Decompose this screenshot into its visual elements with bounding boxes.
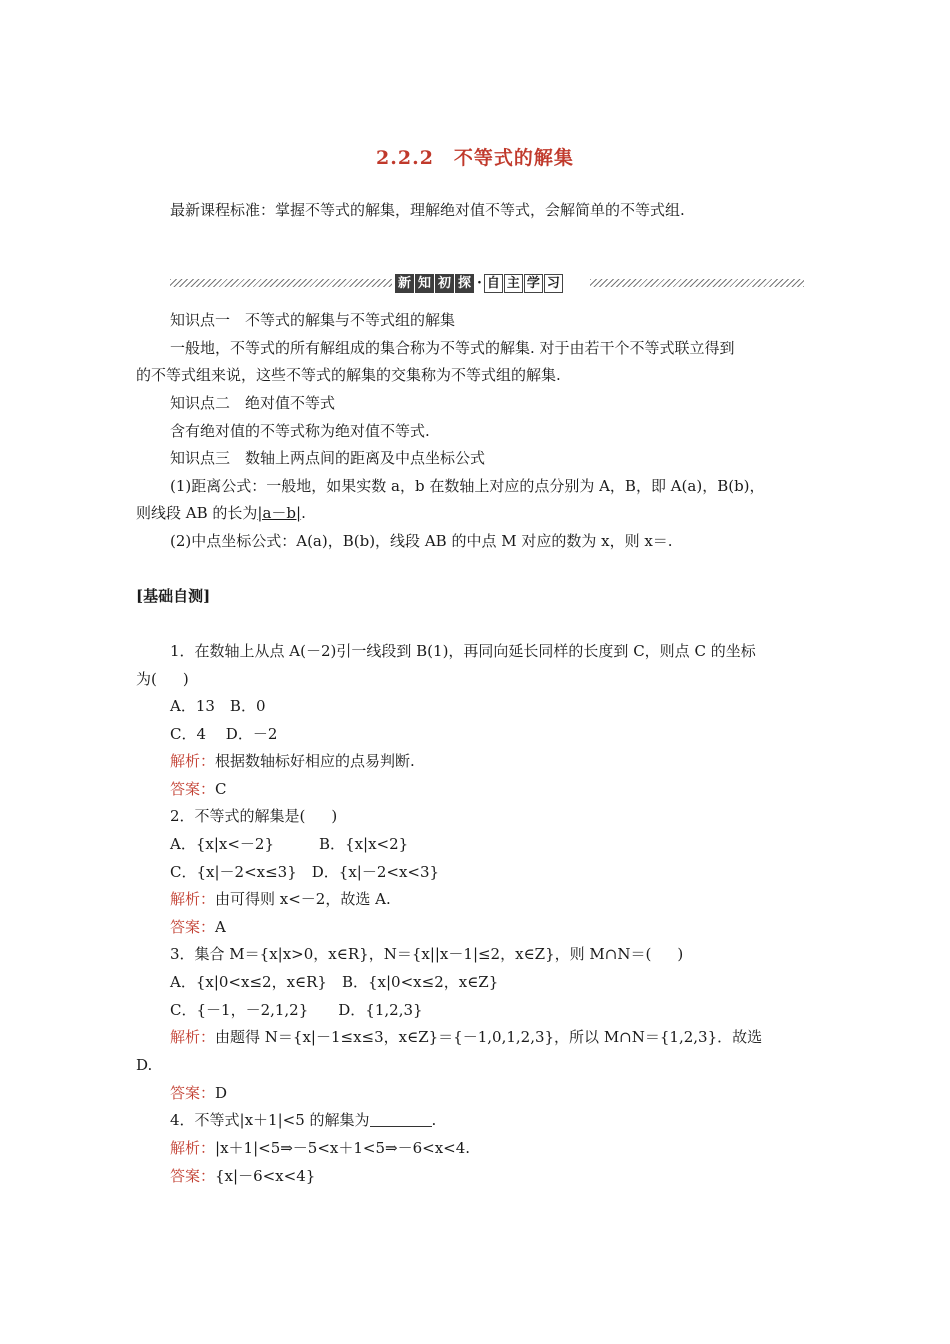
banner-char: 学 [524,274,543,293]
q4-answer [170,1166,315,1186]
q1-options: C．4 D．－2 [170,725,278,743]
k3-text [136,503,306,523]
answer-label: 答案： [170,1167,216,1185]
q1-answer [170,779,227,799]
banner-hatch-right [590,279,804,287]
analysis-text: 根据数轴标好相应的点易判断. [215,752,415,770]
banner-char: 初 [435,274,454,293]
banner-char: 探 [455,274,474,293]
page-title: 2.2.2 不等式的解集 [376,147,574,169]
q1-analysis [170,751,415,771]
q1-stem: 1．在数轴上从点 A(－2)引一线段到 B(1)，再同向延长同样的长度到 C，则点 C 的坐标 [170,642,756,660]
analysis-label: 解析： [170,890,216,908]
banner-char: 知 [415,274,434,293]
answer-text: D [215,1084,228,1102]
k1-text: 一般地，不等式的所有解组成的集合称为不等式的解集. 对于由若干个不等式联立得到 [170,339,735,357]
q4-stem [170,1110,436,1130]
section-banner [395,272,564,294]
q2-stem [170,806,337,826]
q3-analysis-cont: D. [136,1056,153,1074]
analysis-label: 解析： [170,752,216,770]
k3-text-post: . [301,504,306,522]
q4-analysis [170,1138,470,1158]
answer-label: 答案： [170,780,216,798]
q2-analysis [170,889,391,909]
course-standard: 最新课程标准：掌握不等式的解集，理解绝对值不等式，会解简单的不等式组. [170,201,685,219]
q2-answer [170,917,226,937]
k2-heading: 知识点二 绝对值不等式 [170,394,336,412]
q3-stem-pre: 3．集合 M＝{x|x>0，x∈R}，N＝{x||x－1|≤2，x∈Z}，则 M∩N＝( [170,945,652,963]
k3-text: (2)中点坐标公式：A(a)，B(b)，线段 AB 的中点 M 对应的数为 x，则 x＝. [170,532,673,550]
answer-label: 答案： [170,918,216,936]
banner-hatch-left [170,279,392,287]
q3-stem-post: ) [677,945,684,963]
k1-heading: 知识点一 不等式的解集与不等式组的解集 [170,311,456,329]
analysis-label: 解析： [170,1139,216,1157]
banner-char: 新 [395,274,414,293]
k3-fill-answer: |a－b| [257,504,302,522]
q2-stem-pre: 2．不等式的解集是( [170,807,306,825]
q3-answer [170,1083,227,1103]
q2-options: A．{x|x<－2} B．{x|x<2} [170,835,409,853]
answer-text: {x|－6<x<4} [215,1167,316,1185]
k1-text: 的不等式组来说，这些不等式的解集的交集称为不等式组的解集. [136,366,561,384]
q3-stem [170,944,683,964]
banner-char: 主 [504,274,523,293]
q2-stem-post: ) [331,807,338,825]
q3-options: C．{－1，－2,1,2} D．{1,2,3} [170,1001,423,1019]
answer-text: A [215,918,226,936]
analysis-text: 由题得 N＝{x|－1≤x≤3，x∈Z}＝{－1,0,1,2,3}，所以 M∩N＝{1,2,3}．故选 [215,1028,763,1046]
k3-text-pre: 则线段 AB 的长为 [136,504,258,522]
section-heading: [基础自测] [136,587,211,605]
q1-stem-pre: 为( [136,670,157,688]
banner-char: 自 [484,274,503,293]
q1-options: A．13 B．0 [170,697,266,715]
q4-fill-blank [370,1112,432,1127]
analysis-text: |x＋1|<5⇒－5<x＋1<5⇒－6<x<4. [215,1139,471,1157]
q3-analysis [170,1027,762,1047]
q4-stem-post: . [431,1111,437,1129]
analysis-text: 由可得则 x<－2，故选 A. [215,890,391,908]
banner-dot: · [477,275,482,291]
q2-options: C．{x|－2<x≤3} D．{x|－2<x<3} [170,863,440,881]
k2-text: 含有绝对值的不等式称为绝对值不等式. [170,422,430,440]
k3-heading: 知识点三 数轴上两点间的距离及中点坐标公式 [170,449,486,467]
q1-stem-post: ) [182,670,189,688]
q4-stem-pre: 4．不等式|x＋1|<5 的解集为 [170,1111,370,1129]
answer-label: 答案： [170,1084,216,1102]
answer-text: C [215,780,227,798]
k3-text: (1)距离公式：一般地，如果实数 a，b 在数轴上对应的点分别为 A，B，即 A(a)，B(b)， [170,477,765,495]
analysis-label: 解析： [170,1028,216,1046]
q3-options: A．{x|0<x≤2，x∈R} B．{x|0<x≤2，x∈Z} [170,973,499,991]
q1-stem [136,669,189,689]
banner-char: 习 [544,274,563,293]
